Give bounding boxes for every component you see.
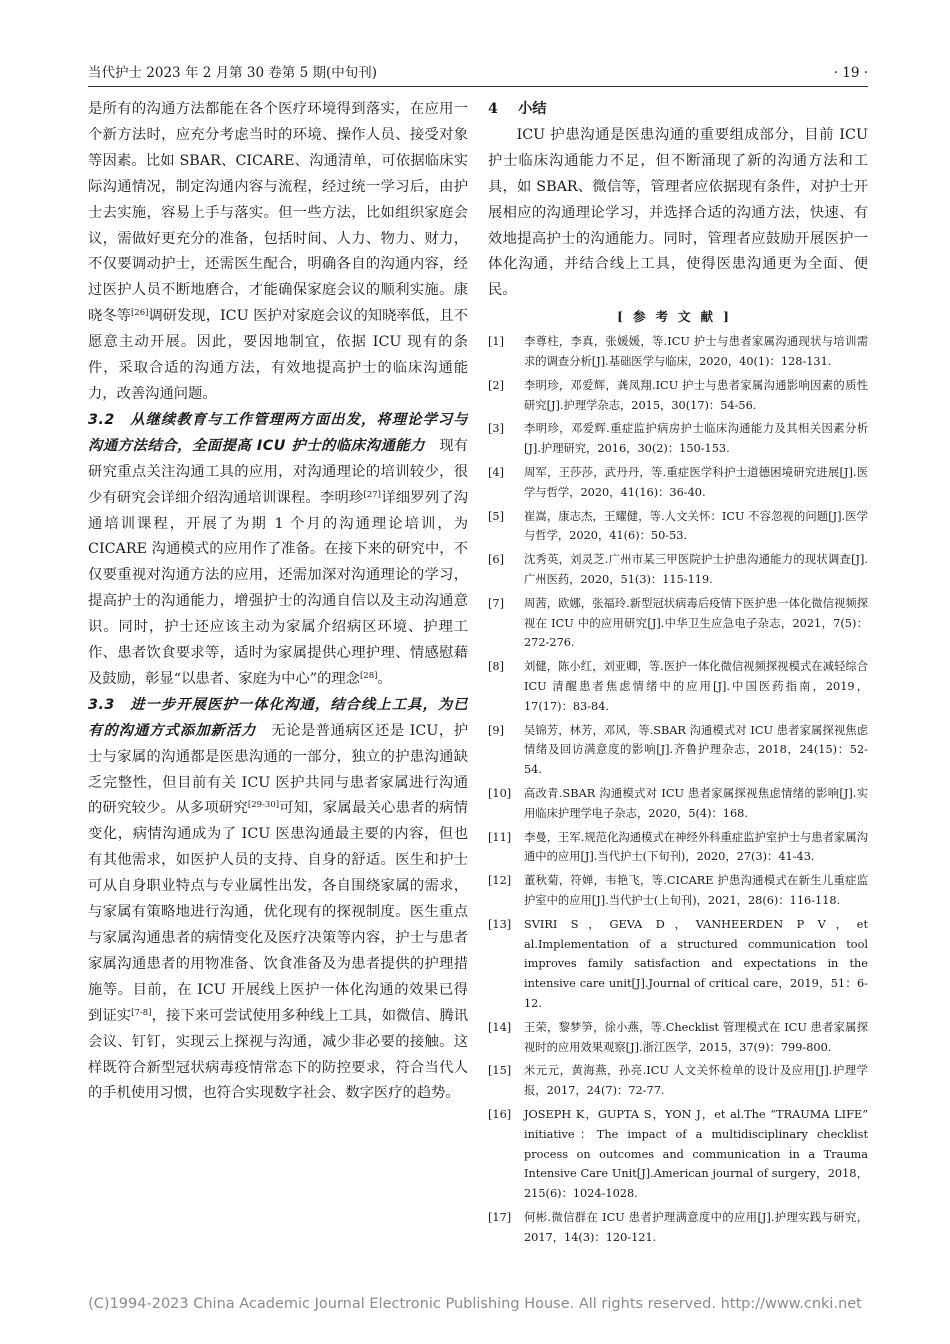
reference-item — [488, 1018, 868, 1058]
reference-text: 周茜，欧娜，张福玲.新型冠状病毒后疫情下医护患一体化微信视频探视在 ICU 中的应用研究[J].中华卫生应急电子杂志，2021，7(5)：272-276. — [524, 596, 868, 650]
citation[interactable]: [27] — [363, 489, 381, 500]
reference-number: [15] — [488, 1064, 512, 1078]
header-rule — [88, 86, 868, 87]
reference-item — [488, 1208, 868, 1248]
reference-text: 吴锦芳，林芳，邓风，等.SBAR 沟通模式对 ICU 患者家属探视焦虑情绪及回访满意度的影响[J].齐鲁护理杂志，2018，24(15)：52-54. — [524, 723, 868, 777]
reference-text: 董秋菊，符婵，韦艳飞，等.CICARE 护患沟通模式在新生儿重症监护室中的应用[J].当代护士(上旬刊)，2021，28(6)：116-118. — [524, 874, 868, 907]
reference-number: [3] — [488, 422, 505, 436]
section-title: 进一步开展医护一体化沟通，结合线上工具，为已有的沟通方式添加新活力 — [88, 696, 468, 739]
reference-item — [488, 1105, 868, 1204]
reference-item — [488, 463, 868, 503]
reference-text: 高改青.SBAR 沟通模式对 ICU 患者家属探视焦虑情绪的影响[J].实用临床护理学电子杂志，2020，5(4)：168. — [524, 786, 868, 820]
reference-item — [488, 657, 868, 716]
reference-text: 李明珍，邓爱辉.重症监护病房护士临床沟通能力及其相关因素分析[J].护理研究，2016，30(2)：150-153. — [524, 422, 868, 456]
reference-item — [488, 550, 868, 590]
paragraph-text: 无论是普通病区还是 ICU，护士与家属的沟通都是医患沟通的一部分，独立的护患沟通缺乏完整性，但目前有关 ICU 医护共同与患者家属进行沟通的研究较少。从多项研究 — [88, 722, 468, 817]
references-heading: [参考文献] — [617, 309, 739, 325]
reference-text: 刘健，陈小红，刘亚卿，等.医护一体化微信视频探视模式在减轻综合 ICU 清醒患者焦虑情绪中的应用[J].中国医药指南，2019，17(17)：83-84. — [524, 660, 868, 713]
paragraph — [88, 97, 468, 408]
paragraph-text: 可知，家属最关心患者的病情变化，病情沟通成为了 ICU 医患沟通最主要的内容，但也有其他需求，如医护人员的支持、自身的舒适。医生和护士可从自身职业特点与专业属性出发，各自围绕家属的需求，与家属有策略地进行沟通，优化现有的探视制度。医生重点与家属沟通患者的病情变化及医疗决策等内容，护士与患者家属沟通患者的用物准备、饮食准备及为患者提供的护理措施等。目前，在 ICU 开展线上医护一体化沟通的效果已得到证实 — [88, 800, 468, 1024]
reference-item — [488, 376, 868, 416]
reference-text: 李尊柱，李真，张媛媛，等.ICU 护士与患者家属沟通现状与培训需求的调查分析[J].基础医学与临床，2020，40(1)：128-131. — [524, 335, 868, 369]
reference-text: 王荣，黎梦笋，徐小燕，等.Checklist 管理模式在 ICU 患者家属探视时的应用效果观察[J].浙江医学，2015，37(9)：799-800. — [524, 1020, 868, 1054]
section-3-2 — [88, 408, 468, 693]
reference-number: [4] — [488, 466, 505, 480]
reference-number: [17] — [488, 1210, 512, 1224]
copyright-footer: (C)1994-2023 China Academic Journal Electronic Publishing House. All rights reserved. http://www.cnki.net — [88, 1296, 862, 1312]
reference-item — [488, 828, 868, 868]
reference-item — [488, 915, 868, 1014]
reference-text: 沈秀英，刘灵芝.广州市某三甲医院护士护患沟通能力的现状调查[J].广州医药，2020，51(3)：115-119. — [524, 553, 868, 587]
section-title: 从继续教育与工作管理两方面出发，将理论学习与沟通方法结合，全面提高 ICU 护士的临床沟通能力 — [88, 411, 468, 454]
reference-item — [488, 332, 868, 372]
reference-item — [488, 871, 868, 911]
section-3-3 — [88, 693, 468, 1108]
summary-paragraph: ICU 护患沟通是医患沟通的重要组成部分，目前 ICU 护士临床沟通能力不足，但不断涌现了新的沟通方法和工具，如 SBAR、微信等，管理者应依据现有条件，对护士开展相应的沟通理论学习，并选择合适的沟通方法，快速、有效地提高护士的沟通能力。同时，管理者应鼓励开展医护一体化沟通，并结合线上工具，使得医患沟通更为全面、便民。 — [488, 126, 868, 299]
reference-text: 李明珍，邓爱辉，龚凤翔.ICU 护士与患者家属沟通影响因素的质性研究[J].护理学杂志，2015，30(17)：54-56. — [524, 378, 868, 412]
reference-item — [488, 1061, 868, 1101]
paragraph-text: 详细罗列了沟通培训课程，开展了为期 1 个月的沟通理论培训，为 CICARE 沟通模式的应用作了准备。在接下来的研究中，不仅要重视对沟通方法的应用，还需加深对沟通理论的学习，提高护士的沟通能力，增强护士的沟通自信以及主动沟通意识。同时，护士还应该主动为家属介绍病区环境、护理工作、患者饮食要求等，适时为家属提供心理护理、情感慰藉及鼓励，彰显“以患者、家庭为中心”的理念 — [88, 489, 468, 687]
running-header — [88, 62, 868, 86]
reference-number: [11] — [488, 830, 512, 844]
reference-text: SVIRI S，GEVA D，VANHEERDEN P V，et al.Implementation of a structured communication tool improves family satisfaction and expectations in the intensive care unit[J].Journal of critical care，2019，51：6-12. — [524, 917, 868, 1010]
right-column — [488, 97, 868, 1252]
reference-text: 周军，王莎莎，武丹丹，等.重症医学科护士道德困境研究进展[J].医学与哲学，2020，41(16)：36-40. — [524, 466, 868, 499]
reference-item — [488, 721, 868, 780]
paragraph-text: 调研发现，ICU 医护对家庭会议的知晓率低，且不愿意主动开展。因此，要因地制宜，依据 ICU 现有的条件，采取合适的沟通方法，有效地提高护士的临床沟通能力，改善沟通问题。 — [88, 308, 468, 402]
citation[interactable]: [29-30] — [247, 800, 280, 811]
reference-list — [488, 332, 868, 1247]
reference-number: [2] — [488, 378, 505, 392]
reference-number: [7] — [488, 596, 505, 610]
paragraph-text: ，接下来可尝试使用多种线上工具，如微信、腾讯会议、钉钉，实现云上探视与沟通，减少非必要的接触。这样既符合新型冠状病毒疫情常态下的防控要求，符合当代人的手机使用习惯，也符合实现数字社会、数字医疗的趋势。 — [88, 1007, 468, 1102]
reference-text: 何彬.微信群在 ICU 患者护理满意度中的应用[J].护理实践与研究，2017，14(3)：120-121. — [524, 1210, 868, 1244]
section-number: 4 — [488, 101, 498, 117]
reference-number: [1] — [488, 335, 505, 349]
paragraph-text: 是所有的沟通方法都能在各个医疗环境得到落实，在应用一个新方法时，应充分考虑当时的环境、操作人员、接受对象等因素。比如 SBAR、CICARE、沟通清单，可依据临床实际沟通情况，制定沟通内容与流程，经过统一学习后，由护士去实施，容易上手与落实。但一些方法，比如组织家庭会议，需做好更充分的准备，包括时间、人力、物力、财力，不仅要调动护士，还需医生配合，明确各自的沟通内容，经过医护人员不断地磨合，才能确保家庭会议的顺利实施。康晓冬等 — [88, 101, 468, 325]
citation[interactable]: [26] — [130, 308, 149, 319]
paragraph-text: 现有研究重点关注沟通工具的应用，对沟通理论的培训较少，很少有研究会详细介绍沟通培训课程。李明珍 — [88, 437, 468, 506]
citation[interactable]: [28] — [359, 670, 378, 681]
section-title: 小结 — [517, 101, 547, 117]
section-number: 3.3 — [88, 696, 115, 713]
paragraph-text: 。 — [377, 670, 392, 687]
reference-number: [8] — [488, 660, 505, 674]
reference-item — [488, 507, 868, 547]
reference-number: [12] — [488, 874, 512, 888]
reference-number: [6] — [488, 553, 505, 567]
reference-number: [5] — [488, 509, 505, 523]
reference-number: [9] — [488, 723, 505, 737]
reference-item — [488, 594, 868, 653]
reference-text: 李曼，王军.规范化沟通模式在神经外科重症监护室护士与患者家属沟通中的应用[J].当代护士(下旬刊)，2020，27(3)：41-43. — [524, 830, 868, 864]
reference-text: 崔嵩，康志杰，王耀健，等.人文关怀：ICU 不容忽视的问题[J].医学与哲学，2020，41(6)：50-53. — [524, 509, 868, 543]
reference-number: [10] — [488, 786, 512, 800]
reference-item — [488, 419, 868, 459]
left-column — [88, 97, 468, 1252]
reference-text: 米元元，黄海燕，孙亮.ICU 人文关怀检单的设计及应用[J].护理学报，2017，24(7)：72-77. — [524, 1064, 868, 1098]
reference-number: [16] — [488, 1107, 512, 1121]
reference-number: [13] — [488, 917, 512, 931]
page-number: · 19 · — [833, 65, 868, 81]
citation[interactable]: [7-8] — [131, 1007, 152, 1018]
journal-issue: 当代护士 2023 年 2 月第 30 卷第 5 期(中旬刊) — [88, 65, 378, 81]
reference-text: JOSEPH K，GUPTA S，YON J，et al.The “TRAUMA LIFE” initiative：The impact of a multidisciplinary checklist process on outcomes and communication in a Trauma Intensive Care Unit[J].American journal of surgery，2018，215(6)：1024-1028. — [524, 1107, 868, 1201]
reference-item — [488, 784, 868, 824]
section-number: 3.2 — [88, 411, 115, 428]
section-4-heading — [488, 97, 868, 123]
reference-number: [14] — [488, 1020, 512, 1034]
